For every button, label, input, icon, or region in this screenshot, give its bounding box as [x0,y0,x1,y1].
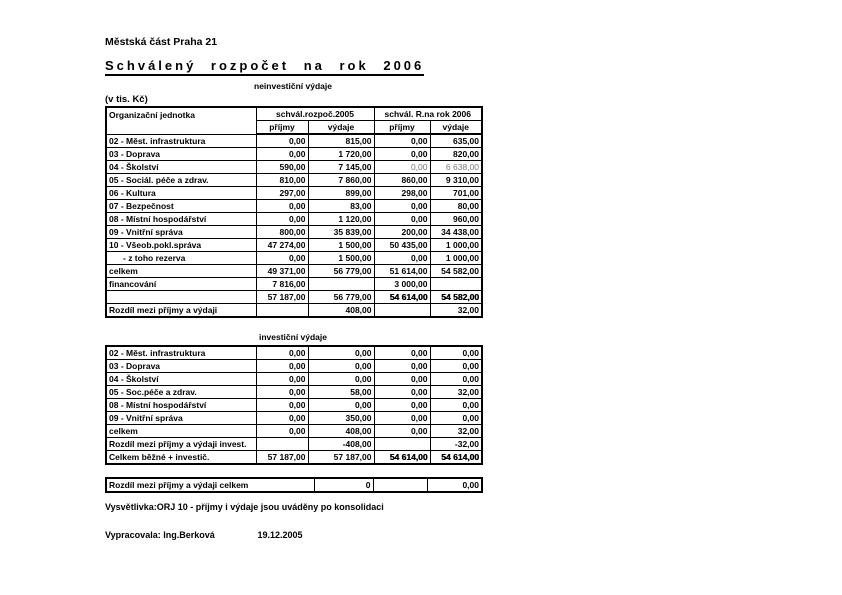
table-row [106,239,482,252]
value-cell: 0,00 [374,252,430,265]
group-2005-header: schvál.rozpoč.2005 [256,107,374,121]
value-cell: 408,00 [308,425,374,438]
value-cell: 0,00 [256,425,308,438]
value-cell [308,278,374,291]
value-cell: 34 438,00 [430,226,482,239]
value-cell: 408,00 [308,304,374,318]
value-cell: 701,00 [430,187,482,200]
value-cell: 960,00 [430,213,482,226]
value-cell: 298,00 [374,187,430,200]
value-cell: 0,00 [430,373,482,386]
row-label: 04 - Školství [106,161,256,174]
table-row [106,148,482,161]
value-cell: -408,00 [308,438,374,451]
value-cell: 0,00 [374,346,430,360]
value-cell: 635,00 [430,134,482,148]
prepared-by-line [105,530,303,540]
row-label: 10 - Všeob.pokl.správa [106,239,256,252]
value-cell [256,438,308,451]
row-label: Rozdíl mezi příjmy a výdaji [106,304,256,318]
invest-caption: investiční výdaje [258,332,328,342]
row-label: 02 - Měst. infrastruktura [106,134,256,148]
prepared-date: 19.12.2005 [257,530,303,540]
value-cell: 0,00 [256,346,308,360]
row-label: 03 - Doprava [106,360,256,373]
row-label: financování [106,278,256,291]
row-label: 09 - Vnitřní správa [106,226,256,239]
value-cell: 1 500,00 [308,252,374,265]
value-cell: 1 000,00 [430,252,482,265]
value-cell: 0,00 [308,346,374,360]
value-cell: 0,00 [374,399,430,412]
value-cell: 9 310,00 [430,174,482,187]
value-cell: 58,00 [308,386,374,399]
table-row [106,174,482,187]
row-label: 02 - Měst. infrastruktura [106,346,256,360]
table-row [106,278,482,291]
value-cell: 0,00 [374,386,430,399]
row-label: Celkem běžné + investič. [106,451,256,465]
value-cell: 7 145,00 [308,161,374,174]
value-cell: 0,00 [374,200,430,213]
table-row [106,373,482,386]
value-cell: 590,00 [256,161,308,174]
table-row [106,200,482,213]
row-label: Rozdíl mezi příjmy a výdaji celkem [106,478,314,492]
row-label: celkem [106,425,256,438]
value-cell: 0,00 [308,373,374,386]
value-cell: 0,00 [430,412,482,425]
row-label: celkem [106,265,256,278]
header-row-groups [106,107,482,121]
value-cell: 57 187,00 [256,451,308,465]
value-cell: 57 187,00 [256,291,308,304]
table-row-difference [106,438,482,451]
prepared-by: Vypracovala: Ing.Berková [105,530,215,540]
value-cell: 0,00 [374,161,430,174]
value-cell: 860,00 [374,174,430,187]
value-cell: 6 638,00 [430,161,482,174]
row-label [106,291,256,304]
value-cell: 0,00 [256,213,308,226]
value-cell: 7 860,00 [308,174,374,187]
value-cell: 0,00 [308,360,374,373]
value-cell: 0,00 [374,360,430,373]
value-cell: 32,00 [430,304,482,318]
value-cell: 0,00 [430,399,482,412]
value-cell: 200,00 [374,226,430,239]
final-difference-table [105,477,483,493]
value-cell: 1 120,00 [308,213,374,226]
value-cell: 50 435,00 [374,239,430,252]
explanatory-note: Vysvětlivka:ORJ 10 - příjmy i výdaje jsou uváděny po konsolidaci [105,502,384,512]
value-cell: 1 720,00 [308,148,374,161]
value-cell: 350,00 [308,412,374,425]
value-cell: 32,00 [430,425,482,438]
value-cell: 54 614,00 [374,291,430,304]
table-row-total [106,265,482,278]
value-cell: 80,00 [430,200,482,213]
value-cell: 35 839,00 [308,226,374,239]
value-cell: 56 779,00 [308,265,374,278]
value-cell: 3 000,00 [374,278,430,291]
value-cell: 0,00 [374,412,430,425]
row-label: 05 - Sociál. péče a zdrav. [106,174,256,187]
value-cell: 83,00 [308,200,374,213]
document-title-wrap [105,57,424,76]
value-cell: 0,00 [427,478,482,492]
value-cell: 899,00 [308,187,374,200]
table-row-total [106,425,482,438]
row-label: Rozdíl mezi příjmy a výdaji invest. [106,438,256,451]
table-row [106,213,482,226]
value-cell: 0,00 [430,360,482,373]
value-cell: 0 [314,478,373,492]
value-cell: 0,00 [374,134,430,148]
value-cell: 0,00 [308,399,374,412]
table-row [106,252,482,265]
value-cell [373,478,427,492]
row-label: 08 - Místní hospodářství [106,213,256,226]
group-2006-header: schvál. R.na rok 2006 [374,107,482,121]
table-row [106,412,482,425]
value-cell: 815,00 [308,134,374,148]
value-cell: 0,00 [374,373,430,386]
value-cell: 0,00 [256,134,308,148]
value-cell: -32,00 [430,438,482,451]
value-cell: 57 187,00 [308,451,374,465]
table-row-grand-total [106,291,482,304]
document-title: Schválený rozpočet na rok 2006 [105,58,424,76]
value-cell: 0,00 [256,200,308,213]
row-label: 09 - Vnitřní správa [106,412,256,425]
row-label: 04 - Školství [106,373,256,386]
value-cell: 1 000,00 [430,239,482,252]
invest-table [105,345,483,465]
row-label: 05 - Soc.péče a zdrav. [106,386,256,399]
table-row-grand-total [106,451,482,465]
noninvest-table [105,106,483,318]
value-cell: 54 614,00 [374,451,430,465]
row-label: 03 - Doprava [106,148,256,161]
row-label: - z toho rezerva [106,252,256,265]
row-label: 06 - Kultura [106,187,256,200]
value-cell: 56 779,00 [308,291,374,304]
value-cell: 0,00 [256,412,308,425]
table-row [106,360,482,373]
value-cell: 32,00 [430,386,482,399]
value-cell: 810,00 [256,174,308,187]
value-cell: 820,00 [430,148,482,161]
value-cell: 0,00 [256,399,308,412]
table-row [106,399,482,412]
value-cell: 0,00 [430,346,482,360]
value-cell: 7 816,00 [256,278,308,291]
units-label: (v tis. Kč) [105,94,148,105]
col-vydaje-2005: výdaje [308,121,374,135]
row-label: 07 - Bezpečnost [106,200,256,213]
value-cell: 0,00 [374,148,430,161]
table-row [106,134,482,148]
org-unit-header: Organizační jednotka [106,107,256,134]
value-cell [430,278,482,291]
table-row [106,161,482,174]
final-difference-row [106,478,482,492]
value-cell: 0,00 [256,373,308,386]
table-row [106,226,482,239]
value-cell [256,304,308,318]
col-prijmy-2006: příjmy [374,121,430,135]
value-cell: 800,00 [256,226,308,239]
org-name: Městská část Praha 21 [105,36,218,48]
value-cell: 0,00 [256,386,308,399]
table-row-difference [106,304,482,318]
value-cell [374,438,430,451]
col-vydaje-2006: výdaje [430,121,482,135]
value-cell: 0,00 [256,148,308,161]
value-cell: 51 614,00 [374,265,430,278]
value-cell: 297,00 [256,187,308,200]
table-row [106,187,482,200]
value-cell: 0,00 [256,360,308,373]
value-cell: 0,00 [256,252,308,265]
table-row [106,346,482,360]
value-cell: 1 500,00 [308,239,374,252]
value-cell: 47 274,00 [256,239,308,252]
noninvest-caption: neinvestiční výdaje [254,81,332,91]
table-row [106,386,482,399]
value-cell: 54 614,00 [430,451,482,465]
value-cell [374,304,430,318]
value-cell: 54 582,00 [430,265,482,278]
col-prijmy-2005: příjmy [256,121,308,135]
value-cell: 0,00 [374,213,430,226]
value-cell: 49 371,00 [256,265,308,278]
value-cell: 0,00 [374,425,430,438]
value-cell: 54 582,00 [430,291,482,304]
row-label: 08 - Místní hospodářství [106,399,256,412]
